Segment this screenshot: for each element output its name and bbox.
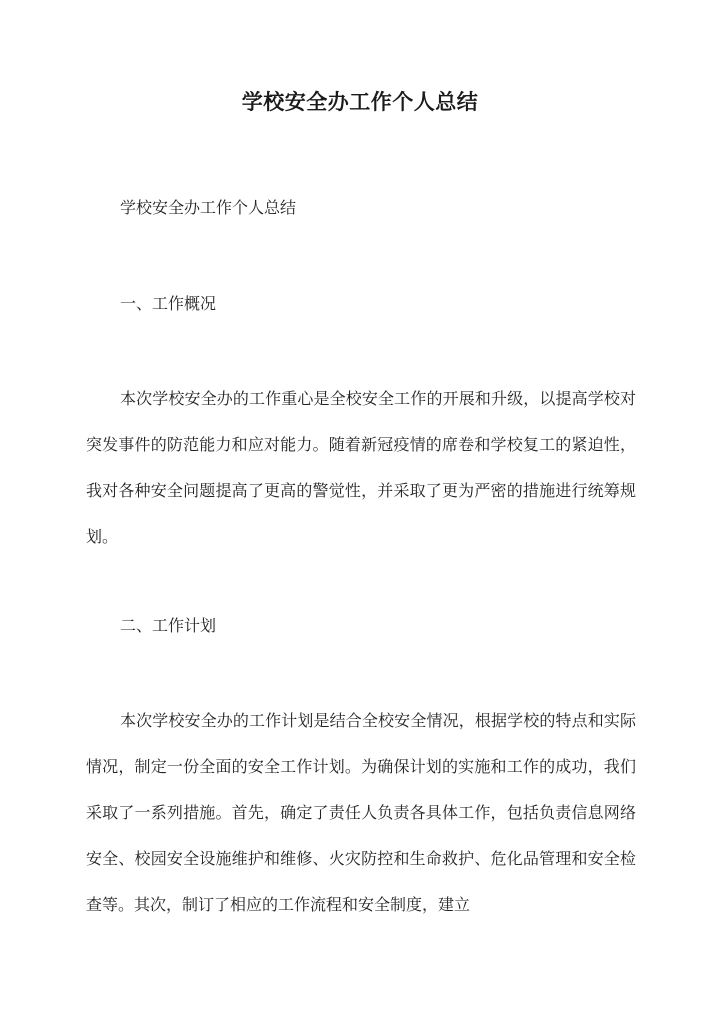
section-heading-overview: 一、工作概况 (120, 294, 217, 313)
section-paragraph-overview: 本次学校安全办的工作重心是全校安全工作的开展和升级，以提高学校对突发事件的防范能力和应对能力。随着新冠疫情的席卷和学校复工的紧迫性，我对各种安全问题提高了更高的警觉性，并采取了更为严密的措施进行统筹规划。 (86, 389, 636, 546)
section-paragraph-plan: 本次学校安全办的工作计划是结合全校安全情况，根据学校的特点和实际情况，制定一份全面的安全工作计划。为确保计划的实施和工作的成功，我们采取了一系列措施。首先，确定了责任人负责各具体工作，包括负责信息网络安全、校园安全设施维护和维修、火灾防控和生命救护、危化品管理和安全检查等。其次，制订了相应的工作流程和安全制度，建立 (86, 711, 636, 914)
document-subtitle: 学校安全办工作个人总结 (120, 198, 297, 217)
section-heading-plan: 二、工作计划 (120, 616, 217, 635)
document-title: 学校安全办工作个人总结 (241, 89, 479, 114)
